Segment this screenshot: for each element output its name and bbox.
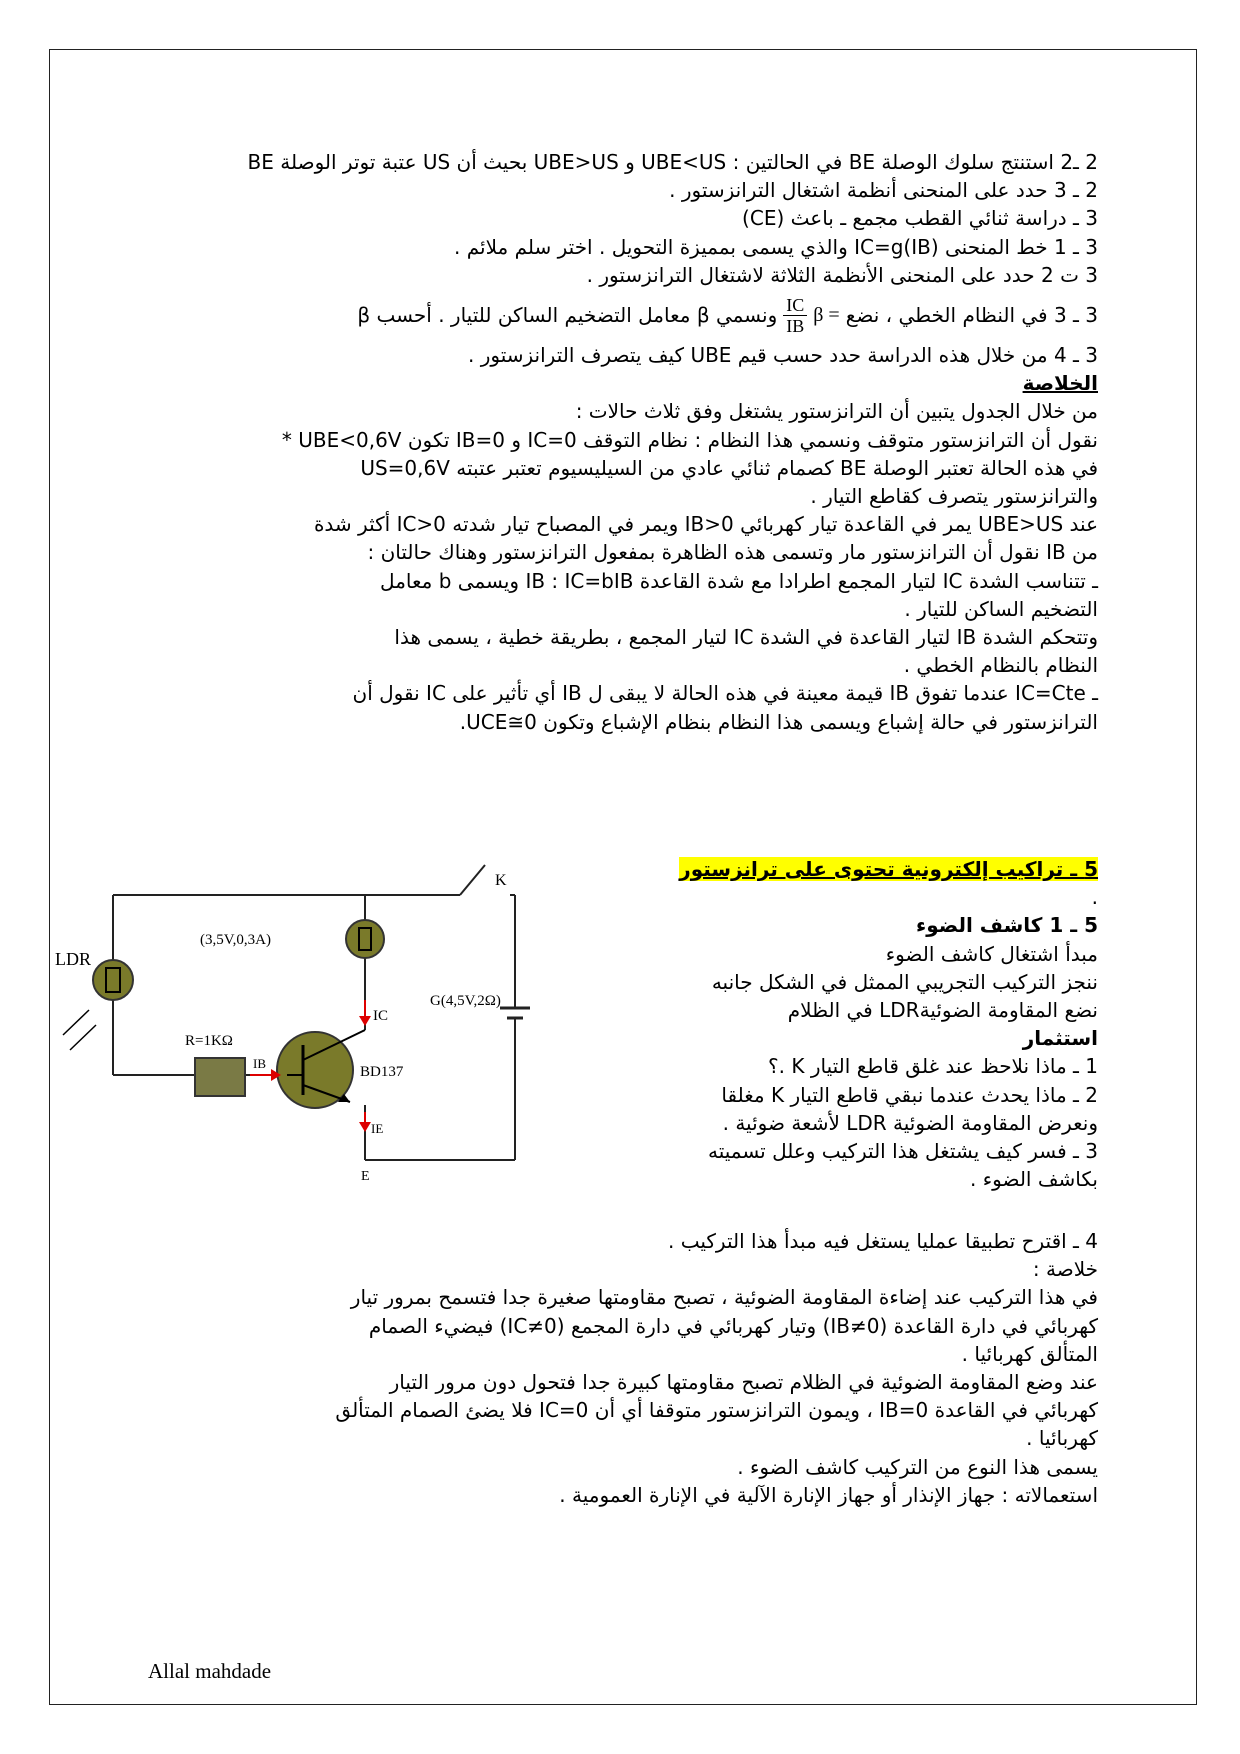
- section51-line-0: مبدأ اشتغال كاشف الضوء: [885, 941, 1098, 966]
- summary-heading: الخلاصة: [1022, 371, 1098, 396]
- ldr-label: LDR: [55, 949, 91, 969]
- transistor-component: [277, 1032, 353, 1108]
- section51-line-1: ننجز التركيب التجريبي الممثل في الشكل جانبه: [711, 969, 1098, 994]
- exploit-line-3: 3 ـ فسر كيف يشتغل هذا التركيب وعلل تسميته: [707, 1139, 1098, 1164]
- section5-block: [590, 855, 1098, 1193]
- summary-line-9: النظام بالنظام الخطي .: [903, 653, 1098, 678]
- ic-label: IC: [373, 1008, 388, 1024]
- lamp-component: [346, 920, 384, 958]
- beta-formula-line: [150, 289, 1098, 341]
- summary-line-4: عند UBE>US يمر في القاعدة تيار كهربائي IB>0 ويمر في المصباح تيار شدته IC>0 أكثر شدة: [313, 512, 1098, 537]
- line-3-1: 3 ـ 1 خط المنحنى IC=g(IB) والذي يسمى بمميزة التحويل . اختر سلم ملائم .: [453, 234, 1098, 259]
- section5-dot: .: [1091, 885, 1098, 910]
- top-text-block: [150, 148, 1098, 736]
- bottom-line-4: المتألق كهربائيا .: [961, 1341, 1098, 1366]
- switch-k: [460, 865, 485, 895]
- transistor-label: BD137: [360, 1064, 404, 1080]
- summary-line-0: من خلال الجدول يتبين أن الترانزستور يشتغل وفق ثلاث حالات :: [575, 399, 1098, 424]
- bottom-line-2: في هذا التركيب عند إضاءة المقاومة الضوئية ، تصبح مقاومتها صغيرة جدا فتسمح بمرور تيار: [350, 1285, 1098, 1310]
- e-label: E: [361, 1169, 370, 1184]
- summary-line-1: * UBE<0,6V تكون IB=0 و IC=0 نقول أن الترانزستور متوقف ونسمي هذا النظام : نظام التوقف: [281, 427, 1098, 452]
- ie-arrow-icon: [359, 1122, 371, 1132]
- light-detector-circuit: [55, 840, 535, 1210]
- line-3-2: 3 ت 2 حدد على المنحنى الأنظمة الثلاثة لاشتغال الترانزستور .: [586, 262, 1098, 287]
- exploit-line-1: 2 ـ ماذا يحدث عندما نبقي قاطع التيار K مغلقا: [721, 1082, 1098, 1107]
- summary-line-5: من IB نقول أن الترانزستور مار وتسمى هذه الظاهرة بمفعول الترانزستور وهناك حالتان :: [367, 540, 1098, 565]
- exploit-title: استثمار: [1022, 1026, 1098, 1051]
- summary-line-2: في هذه الحالة تعتبر الوصلة BE كصمام ثنائي عادي من السيليسيوم تعتبر عتبته US=0,6V: [360, 455, 1098, 480]
- line-2-2: 2 ـ2 استنتج سلوك الوصلة BE في الحالتين : UBE<US و UBE>US بحيث أن US عتبة توتر الوصلة BE: [247, 150, 1098, 174]
- exploit-line-0: 1 ـ ماذا نلاحظ عند غلق قاطع التيار K .؟: [768, 1054, 1098, 1079]
- summary-line-7: التضخيم الساكن للتيار .: [904, 596, 1098, 621]
- generator-label: G(4,5V,2Ω): [430, 993, 501, 1009]
- bottom-line-9: استعمالاته : جهاز الإنذار أو جهاز الإنارة الآلية في الإنارة العمومية .: [559, 1482, 1098, 1507]
- section51-title: 5 ـ 1 كاشف الضوء: [916, 913, 1098, 938]
- fraction-numerator: IC: [783, 295, 807, 316]
- summary-line-10: ـ IC=Cte عندما تفوق IB قيمة معينة في هذه الحالة لا يبقى ل IB أي تأثير على IC نقول أن: [352, 681, 1098, 706]
- bottom-line-3: كهربائي في دارة القاعدة (IB≠0) وتيار كهربائي في دارة المجمع (IC≠0) فيضيء الصمام: [368, 1313, 1098, 1338]
- bottom-line-0: 4 ـ اقترح تطبيقا عمليا يستغل فيه مبدأ هذا التركيب .: [668, 1229, 1098, 1253]
- author-footer: Allal mahdade: [148, 1659, 272, 1683]
- bottom-text-block: [150, 1227, 1098, 1509]
- bottom-line-7: كهربائيا .: [1026, 1426, 1098, 1451]
- section5-title: 5 ـ تراكيب إلكترونية تحتوى على ترانزستور: [679, 857, 1098, 881]
- summary-line-3: والترانزستور يتصرف كقاطع التيار .: [810, 484, 1098, 509]
- summary-line-6: ـ تتناسب الشدة IC لتيار المجمع اطرادا مع شدة القاعدة IB : IC=bIB ويسمى b معامل: [380, 568, 1098, 593]
- beta-before: 3 ـ 3 في النظام الخطي ، نضع: [845, 302, 1098, 327]
- line-3: 3 ـ دراسة ثنائي القطب مجمع ـ باعث (CE): [742, 206, 1098, 231]
- bottom-line-5: عند وضع المقاومة الضوئية في الظلام تصبح مقاومتها كبيرة جدا فتحول دون مرور التيار: [389, 1370, 1098, 1395]
- line-2-3: 2 ـ 3 حدد على المنحنى أنظمة اشتغال الترانزستور .: [669, 178, 1098, 203]
- beta-after: ونسمي β معامل التضخيم الساكن للتيار . أحسب β: [357, 302, 778, 327]
- resistor-label: R=1KΩ: [185, 1033, 233, 1049]
- fraction-denominator: IB: [786, 315, 805, 336]
- beta-lhs: β =: [813, 303, 840, 326]
- exploit-line-4: بكاشف الضوء .: [970, 1167, 1098, 1192]
- resistor-component: [195, 1058, 245, 1096]
- beta-fraction: [783, 295, 807, 336]
- summary-line-8: وتتحكم الشدة IB لتيار القاعدة في الشدة IC لتيار المجمع ، بطريقة خطية ، يسمى هذا: [394, 625, 1098, 650]
- lamp-label: (3,5V,0,3A): [200, 932, 271, 948]
- exploit-line-2: ونعرض المقاومة الضوئية LDR لأشعة ضوئية .: [722, 1110, 1098, 1135]
- ic-arrow-icon: [359, 1016, 371, 1026]
- ib-label: IB: [253, 1056, 266, 1071]
- ldr-component: [93, 960, 133, 1000]
- section51-line-2: نضع المقاومة الضوئيةLDR في الظلام: [787, 998, 1098, 1023]
- summary-line-11: الترانزستور في حالة إشباع ويسمى هذا النظام بنظام الإشباع وتكون UCE≅0.: [459, 709, 1098, 734]
- bottom-line-1: خلاصة :: [1032, 1257, 1098, 1282]
- bottom-line-6: كهربائي في القاعدة IB=0 ، ويمون الترانزستور متوقفا أي أن IC=0 فلا يضئ الصمام المتألق: [335, 1398, 1098, 1423]
- ie-label: IE: [371, 1121, 384, 1136]
- bottom-line-8: يسمى هذا النوع من التركيب كاشف الضوء .: [737, 1454, 1098, 1479]
- switch-label: K: [495, 872, 507, 889]
- line-3-4: 3 ـ 4 من خلال هذه الدراسة حدد حسب قيم UBE كيف يتصرف الترانزستور .: [468, 343, 1098, 368]
